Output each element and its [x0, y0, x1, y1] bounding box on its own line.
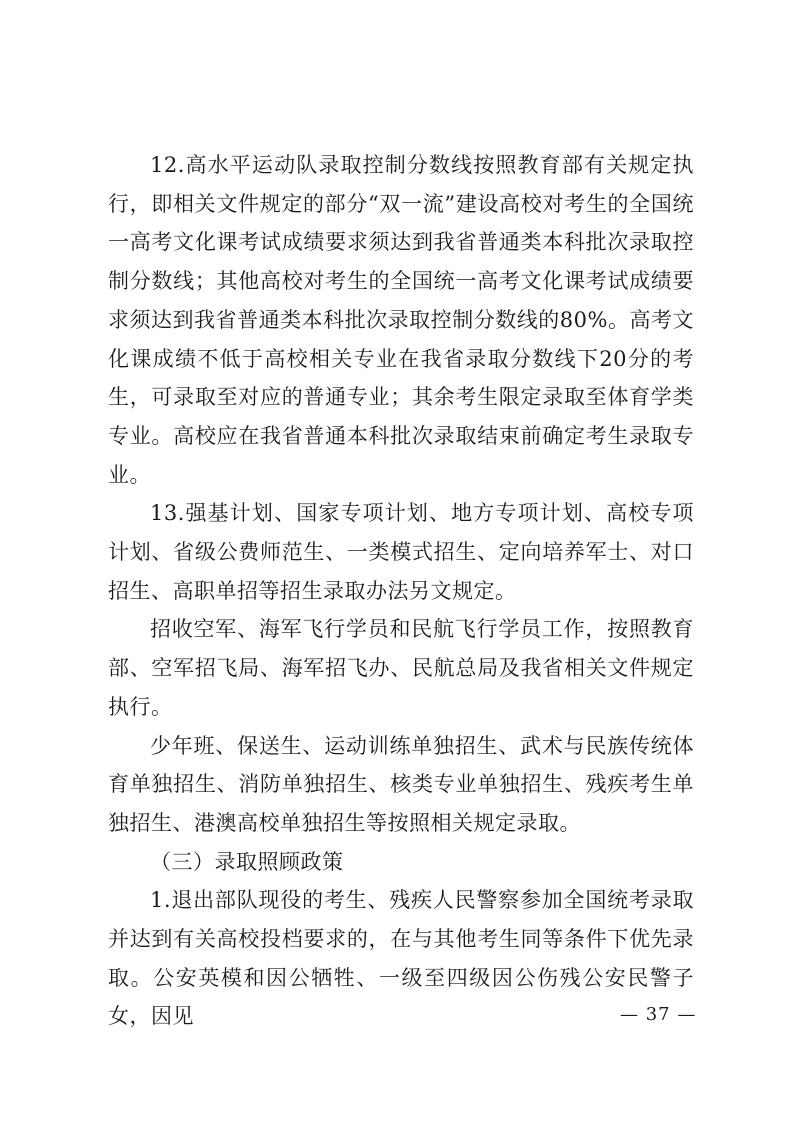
paragraph-high-level-sports-team: 12.高水平运动队录取控制分数线按照教育部有关规定执行，即相关文件规定的部分“双一流”建设高校对考生的全国统一高考文化课考试成绩要求须达到我省普通类本科批次录取控制分数线；其他高校对考生的全国统一高考文化课考试成绩要求须达到我省普通类本科批次录取控制分数线的80%。高考文化课成绩不低于高校相关专业在我省录取分数线下20分的考生，可录取至对应的普通专业；其余考生限定录取至体育学类专业。高校应在我省普通本科批次录取结束前确定考生录取专业。 [108, 153, 694, 487]
page-number: — 37 — [620, 1004, 697, 1025]
paragraph-special-plans: 13.强基计划、国家专项计划、地方专项计划、高校专项计划、省级公费师范生、一类模式招生、定向培养军士、对口招生、高职单招等招生录取办法另文规定。 [108, 501, 694, 603]
paragraph-priority-admission: 1.退出部队现役的考生、残疾人民警察参加全国统考录取并达到有关高校投档要求的，在与其他考生同等条件下优先录取。公安英模和因公牺牲、一级至四级因公伤残公安民警子女，因见 [108, 888, 694, 1029]
paragraph-flight-cadets: 招收空军、海军飞行学员和民航飞行学员工作，按照教育部、空军招飞局、海军招飞办、民航总局及我省相关文件规定执行。 [108, 617, 694, 719]
section-heading-admission-preferential-policy: （三）录取照顾政策 [150, 849, 344, 874]
document-body [108, 146, 694, 1036]
paragraph-other-special-admissions: 少年班、保送生、运动训练单独招生、武术与民族传统体育单独招生、消防单独招生、核类专业单独招生、残疾考生单独招生、港澳高校单独招生等按照相关规定录取。 [108, 733, 694, 835]
